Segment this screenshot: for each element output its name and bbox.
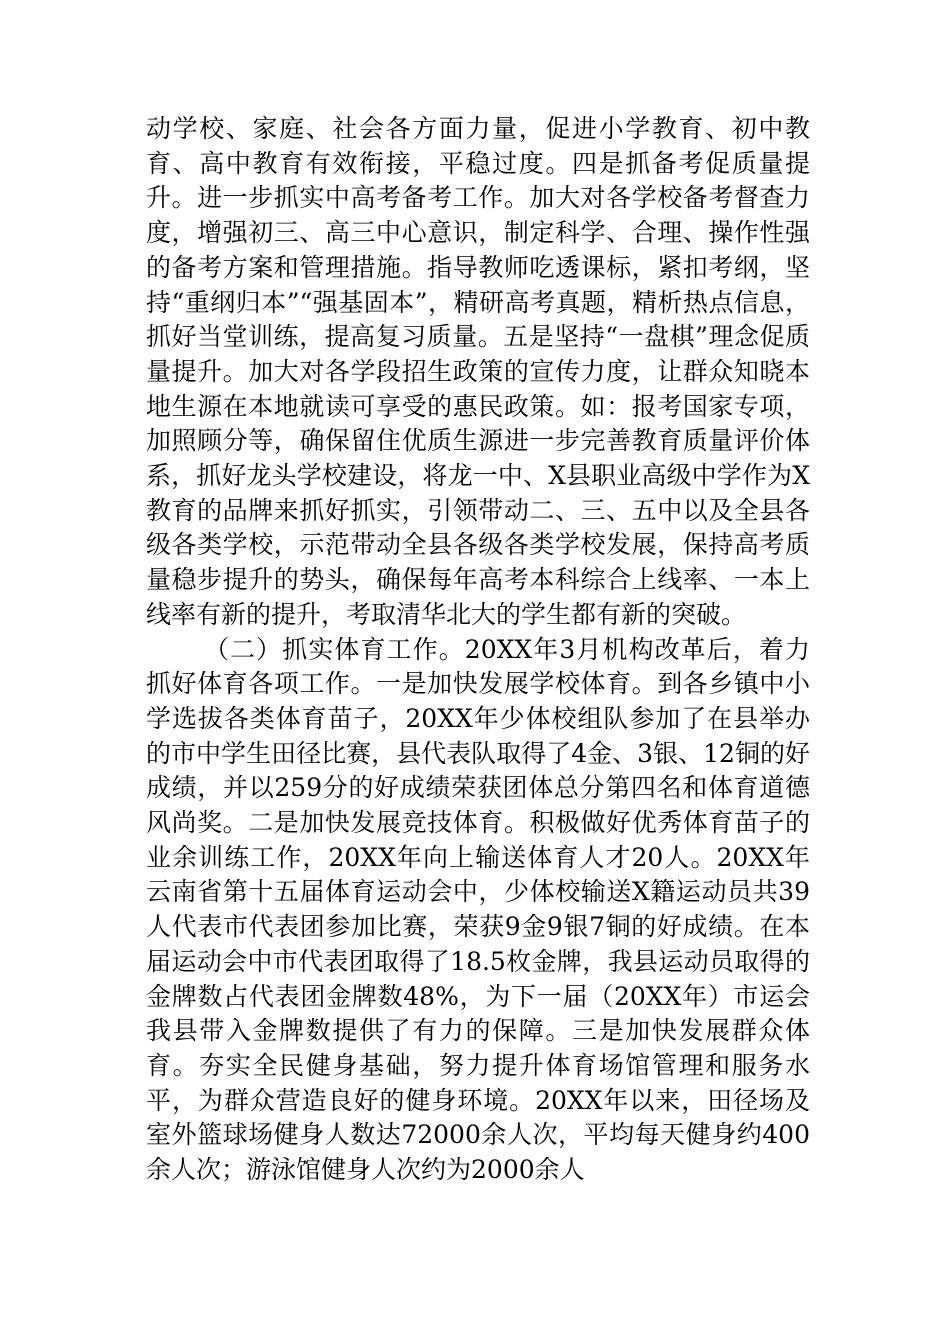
document-page [146,112,810,1188]
paragraph-sports-work: （二）抓实体育工作。20XX年3月机构改革后，着力抓好体育各项工作。一是加快发展学校体育。到各乡镇中小学选拔各类体育苗子，20XX年少体校组队参加了在县举办的市中学生田径比赛，县代表队取得了4金、3银、12铜的好成绩，并以259分的好成绩荣获团体总分第四名和体育道德风尚奖。二是加快发展竞技体育。积极做好优秀体育苗子的业余训练工作，20XX年向上输送体育人才20人。20XX年云南省第十五届体育运动会中，少体校输送X籍运动员共39人代表市代表团参加比赛，荣获9金9银7铜的好成绩。在本届运动会中市代表团取得了18.5枚金牌，我县运动员取得的金牌数占代表团金牌数48%，为下一届（20XX年）市运会我县带入金牌数提供了有力的保障。三是加快发展群众体育。夯实全民健身基础，努力提升体育场馆管理和服务水平，为群众营造良好的健身环境。20XX年以来，田径场及室外篮球场健身人数达72000余人次，平均每天健身约400余人次；游泳馆健身人次约为2000余人 [146,634,810,1185]
paragraph-education-quality: 动学校、家庭、社会各方面力量，促进小学教育、初中教育、高中教育有效衔接，平稳过度。四是抓备考促质量提升。进一步抓实中高考备考工作。加大对各学校备考督查力度，增强初三、高三中心意识，制定科学、合理、操作性强的备考方案和管理措施。指导教师吃透课标，紧扣考纲，坚持“重纲归本”“强基固本”，精研高考真题，精析热点信息，抓好当堂训练，提高复习质量。五是坚持“一盘棋”理念促质量提升。加大对各学段招生政策的宣传力度，让群众知晓本地生源在本地就读可享受的惠民政策。如：报考国家专项，加照顾分等，确保留住优质生源进一步完善教育质量评价体系，抓好龙头学校建设，将龙一中、X县职业高级中学作为X教育的品牌来抓好抓实，引领带动二、三、五中以及全县各级各类学校，示范带动全县各级各类学校发展，保持高考质量稳步提升的势头，确保每年高考本科综合上线率、一本上线率有新的提升，考取清华北大的学生都有新的突破。 [146,114,810,629]
